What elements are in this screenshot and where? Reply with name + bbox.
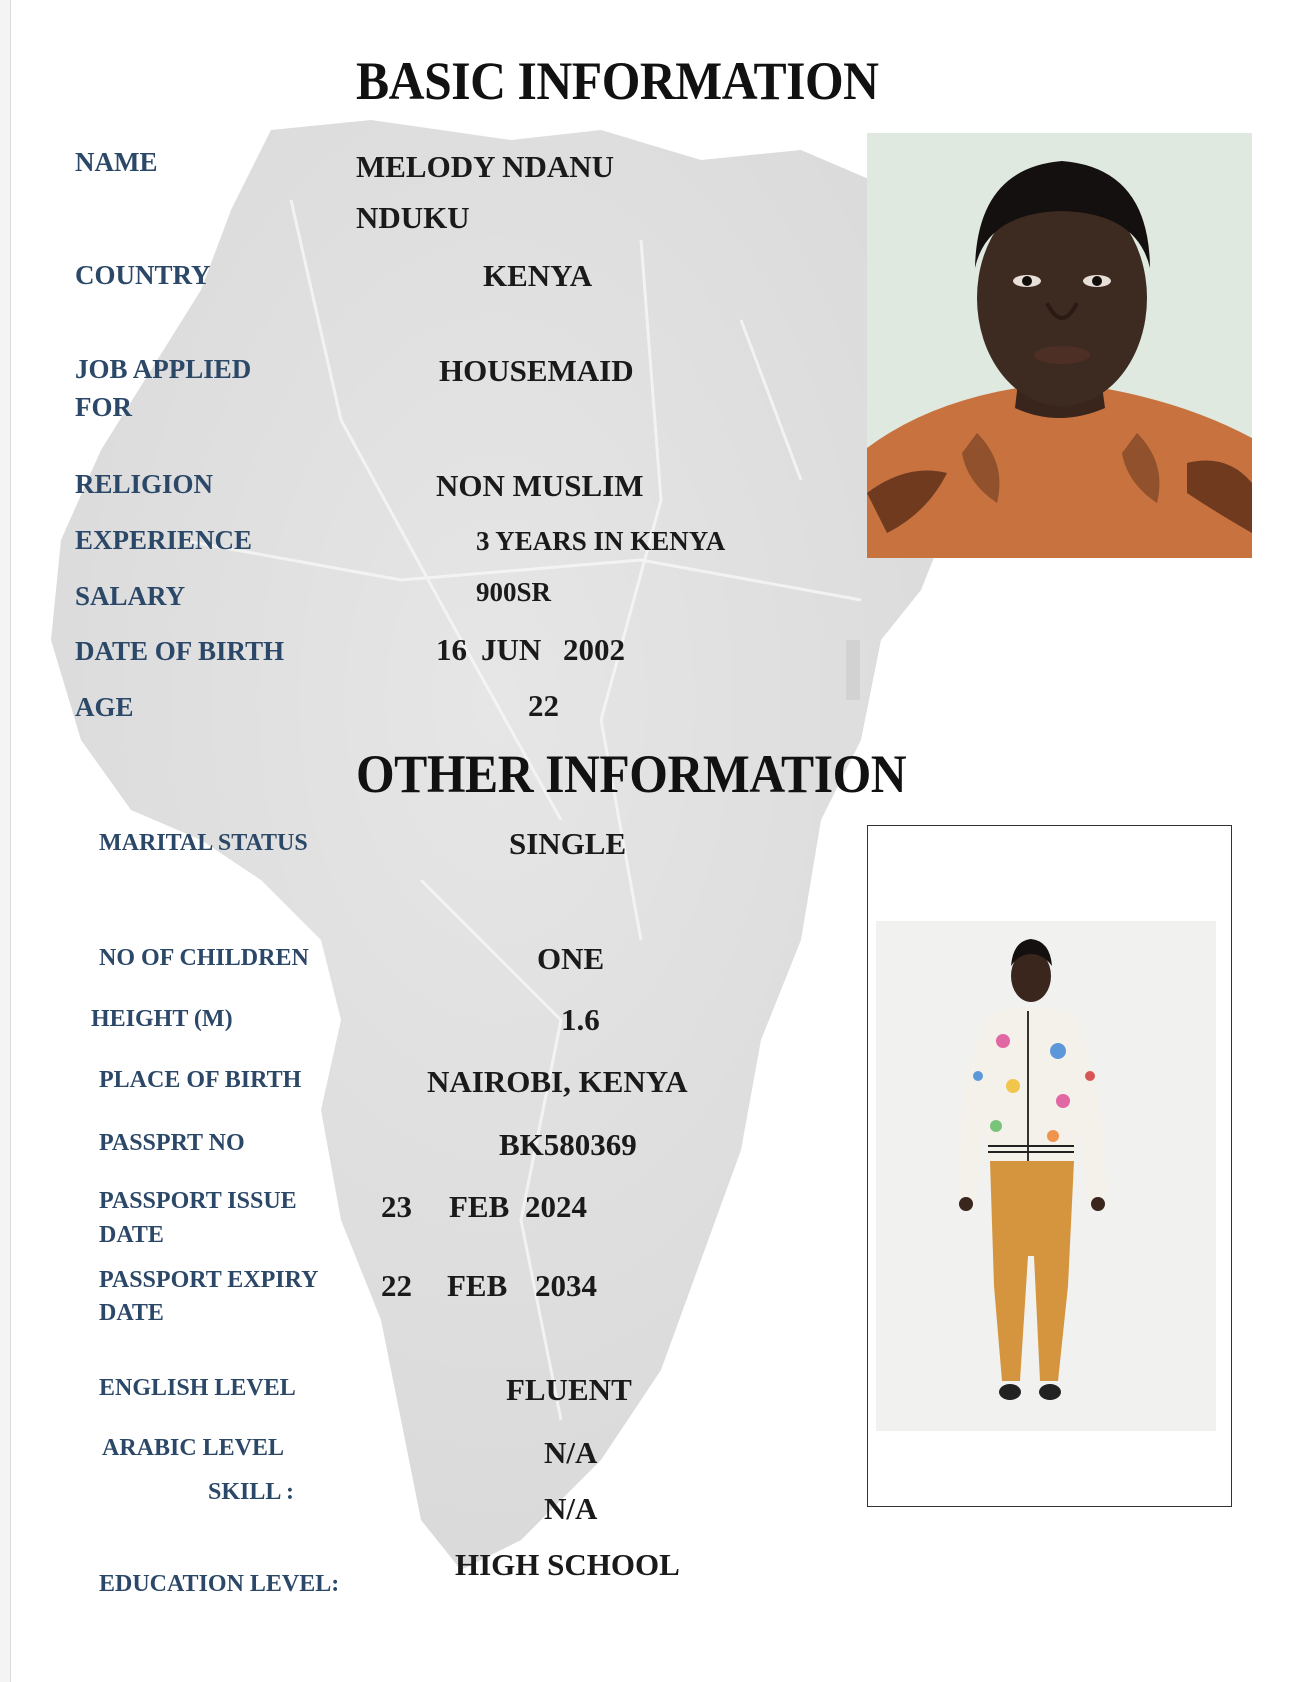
skill-label: SKILL : <box>208 1479 295 1505</box>
age-label: AGE <box>75 692 134 722</box>
country-label: COUNTRY <box>75 260 211 290</box>
expiry-year: 2034 <box>535 1268 597 1303</box>
job-applied-label-line1: JOB APPLIED <box>75 354 252 384</box>
marital-status-value: SINGLE <box>509 826 627 861</box>
height-value: 1.6 <box>561 1002 600 1037</box>
experience-label: EXPERIENCE <box>75 525 253 555</box>
dob-year: 2002 <box>563 632 625 667</box>
job-applied-label-line2: FOR <box>75 392 132 422</box>
place-of-birth-value: NAIROBI, KENYA <box>427 1064 688 1099</box>
name-value-line2: NDUKU <box>356 200 470 235</box>
expiry-month: FEB <box>447 1268 508 1303</box>
age-value: 22 <box>528 688 559 723</box>
issue-year: 2024 <box>525 1189 587 1224</box>
education-level-value: HIGH SCHOOL <box>455 1547 680 1582</box>
salary-value: 900SR <box>476 577 552 607</box>
other-information-heading: OTHER INFORMATION <box>356 744 907 804</box>
passport-number-value: BK580369 <box>499 1127 637 1162</box>
english-level-label: ENGLISH LEVEL <box>99 1375 296 1401</box>
headshot-photo <box>867 133 1252 558</box>
passport-issue-label-line2: DATE <box>99 1222 164 1248</box>
basic-information-heading: BASIC INFORMATION <box>356 51 879 111</box>
no-of-children-value: ONE <box>537 941 605 976</box>
place-of-birth-label: PLACE OF BIRTH <box>99 1067 302 1093</box>
height-label: HEIGHT (M) <box>91 1006 233 1032</box>
issue-day: 23 <box>381 1189 412 1224</box>
arabic-level-value: N/A <box>544 1435 598 1470</box>
passport-number-label: PASSPRT NO <box>99 1130 245 1156</box>
passport-expiry-label-line1: PASSPORT EXPIRY <box>99 1267 319 1293</box>
experience-value: 3 YEARS IN KENYA <box>476 526 726 556</box>
dob-month: JUN <box>481 632 542 667</box>
english-level-value: FLUENT <box>506 1372 632 1407</box>
passport-issue-label-line1: PASSPORT ISSUE <box>99 1188 297 1214</box>
salary-label: SALARY <box>75 581 186 611</box>
marital-status-label: MARITAL STATUS <box>99 830 308 856</box>
passport-expiry-label-line2: DATE <box>99 1300 164 1326</box>
name-value-line1: MELODY NDANU <box>356 149 615 184</box>
education-level-label: EDUCATION LEVEL: <box>99 1571 340 1597</box>
religion-label: RELIGION <box>75 469 214 499</box>
job-applied-value: HOUSEMAID <box>439 353 634 388</box>
arabic-level-label: ARABIC LEVEL <box>102 1435 285 1461</box>
expiry-day: 22 <box>381 1268 412 1303</box>
issue-month: FEB <box>449 1189 510 1224</box>
religion-value: NON MUSLIM <box>436 468 644 503</box>
skill-value: N/A <box>544 1491 598 1526</box>
name-label: NAME <box>75 147 158 177</box>
date-of-birth-label: DATE OF BIRTH <box>75 636 285 666</box>
no-of-children-label: NO OF CHILDREN <box>99 945 309 971</box>
cv-page <box>10 0 1290 1682</box>
full-body-photo <box>867 825 1232 1507</box>
dob-day: 16 <box>436 632 467 667</box>
country-value: KENYA <box>483 258 593 293</box>
